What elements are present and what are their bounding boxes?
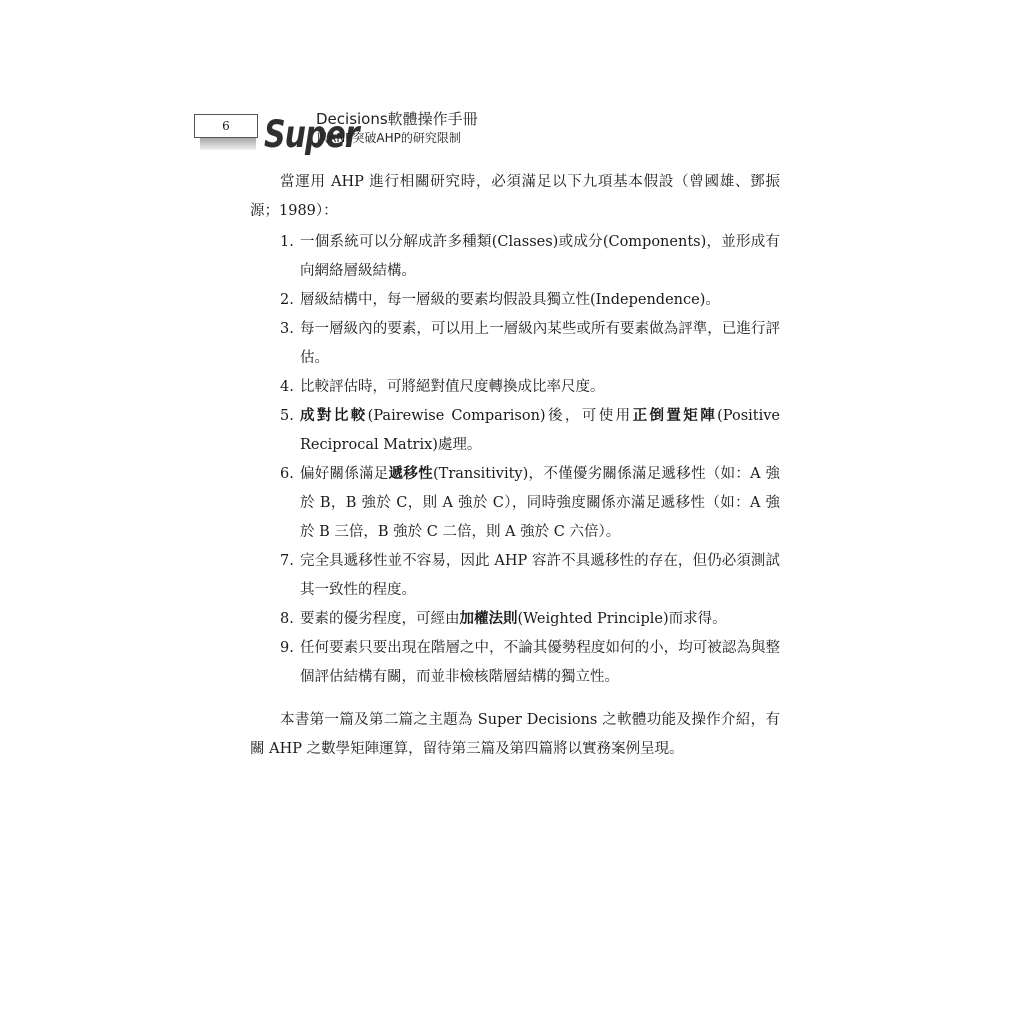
- item-text: 完全具遞移性並不容易，因此 AHP 容許不具遞移性的存在，但仍必須測試其一致性的程度。: [300, 553, 780, 598]
- list-item: [250, 315, 780, 373]
- item-number: 2.: [280, 292, 294, 308]
- list-item: [250, 634, 780, 692]
- list-item: [250, 228, 780, 286]
- page-header: [194, 106, 514, 156]
- item-number: 1.: [280, 234, 294, 250]
- page-number: 6: [194, 114, 258, 138]
- item-text: 任何要素只要出現在階層之中，不論其優勢程度如何的小，均可被認為與整個評估結構有關，而並非檢核階層結構的獨立性。: [300, 640, 780, 685]
- item-text: 比較評估時，可將絕對值尺度轉換成比率尺度。: [300, 379, 605, 395]
- item-text: (Positive Reciprocal Matrix)處理。: [300, 408, 781, 453]
- book-title: Decisions軟體操作手冊: [316, 110, 478, 128]
- list-item: [250, 402, 780, 460]
- item-text: (Transitivity)，不僅優劣關係滿足遞移性（如：A 強於 B，B 強於 C，則 A 強於 C），同時強度關係亦滿足遞移性（如：A 強於 B 三倍，B 強於 C 二倍，則 A 強於 C 六倍）。: [300, 466, 781, 540]
- item-text: 偏好關係滿足: [300, 466, 389, 482]
- item-text: (Pairewise Comparison)後，可使用: [367, 408, 633, 424]
- item-number: 5.: [280, 408, 294, 424]
- list-item: [250, 373, 780, 402]
- list-item: [250, 286, 780, 315]
- keyword-term: 遞移性: [388, 466, 433, 482]
- item-number: 7.: [280, 553, 294, 569]
- page-body: [250, 168, 780, 764]
- keyword-term: 正倒置矩陣: [632, 408, 718, 424]
- page-number-shadow: [200, 136, 256, 150]
- book-subtitle: 以ANP突破AHP的研究限制: [316, 131, 461, 145]
- item-text: (Weighted Principle)而求得。: [517, 611, 727, 627]
- item-text: 要素的優劣程度，可經由: [300, 611, 460, 627]
- item-text: 每一層級內的要素，可以用上一層級內某些或所有要素做為評準，已進行評估。: [300, 321, 780, 366]
- item-number: 6.: [280, 466, 294, 482]
- item-number: 4.: [280, 379, 294, 395]
- item-number: 9.: [280, 640, 294, 656]
- keyword-term: 加權法則: [459, 611, 518, 627]
- brand-logo-text: Super: [264, 113, 359, 157]
- keyword-term: 成對比較: [300, 408, 368, 424]
- item-text: 一個系統可以分解成許多種類(Classes)或成分(Components)，並形成有向網絡層級結構。: [300, 234, 780, 279]
- item-number: 8.: [280, 611, 294, 627]
- item-number: 3.: [280, 321, 294, 337]
- item-text: 層級結構中，每一層級的要素均假設具獨立性(Independence)。: [300, 292, 720, 308]
- list-item: [250, 460, 780, 547]
- list-item: [250, 547, 780, 605]
- intro-paragraph: 當運用 AHP 進行相關研究時，必須滿足以下九項基本假設（曾國雄、鄧振源；1989）：: [250, 174, 780, 219]
- closing-paragraph: 本書第一篇及第二篇之主題為 Super Decisions 之軟體功能及操作介紹，有關 AHP 之數學矩陣運算，留待第三篇及第四篇將以實務案例呈現。: [250, 712, 780, 757]
- list-item: [250, 605, 780, 634]
- assumption-list: [250, 228, 780, 692]
